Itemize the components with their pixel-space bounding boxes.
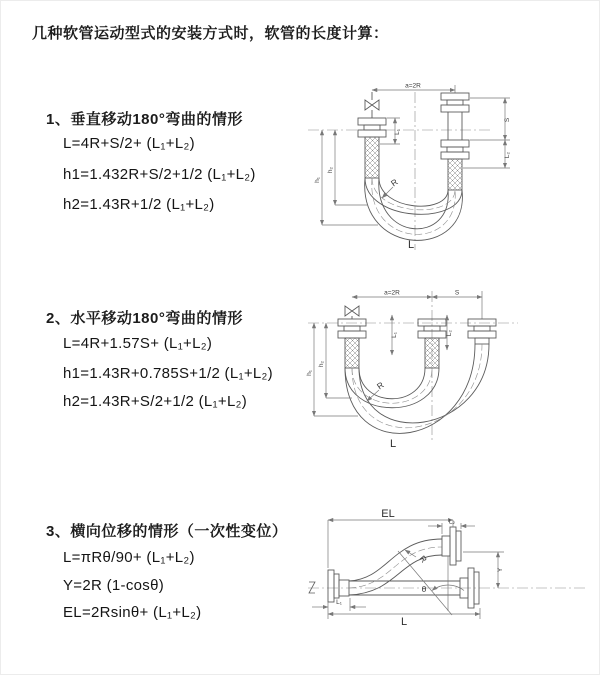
dim-end-left-label: L₁: [336, 599, 342, 606]
dim-width-label: a=2R: [384, 289, 400, 297]
dim-travel-label: S: [454, 289, 460, 297]
valve-icon: [345, 306, 359, 319]
diagram-lateral-displacement: [300, 503, 595, 663]
dim-h1-label: h₁: [314, 177, 321, 183]
dim-h2-label: h₂: [318, 360, 325, 368]
dim-width: [352, 291, 482, 319]
top-right-flange: [442, 527, 461, 565]
left-pipe-flange: [338, 319, 366, 338]
dim-end-mid-label: L₂: [446, 329, 453, 337]
dim-travel-label: S: [504, 117, 511, 123]
section-3-formula-Y: Y=2R (1-cosθ): [63, 577, 165, 594]
length-label: L: [407, 239, 415, 251]
radius-label: R: [374, 379, 386, 392]
hose-centerlines: [352, 344, 482, 428]
radius-label: R: [388, 176, 400, 189]
dim-end-left-label: L₁: [391, 332, 398, 338]
dim-el: [328, 520, 453, 568]
section-2-formula-h2: h2=1.43R+S/2+1/2 (L₁+L₂): [63, 393, 248, 410]
section-1-formula-L: L=4R+S/2+ (L₁+L₂): [63, 135, 195, 152]
section-2-formula-L: L=4R+1.57S+ (L₁+L₂): [63, 335, 213, 352]
left-flange: [328, 570, 349, 602]
dim-h2-label: h₂: [327, 166, 334, 174]
section-1-heading: 1、垂直移动180°弯曲的情形: [46, 111, 243, 128]
left-pipe-braid: [345, 338, 359, 368]
diagram-vertical-180-bend: [300, 78, 595, 260]
right-pipe-braid: [448, 159, 462, 190]
section-1-formula-h1: h1=1.432R+S/2+1/2 (L₁+L₂): [63, 166, 256, 183]
dim-h2: [335, 130, 368, 205]
page-title: 几种软管运动型式的安装方式时，软管的长度计算：: [32, 25, 389, 42]
diagram-horizontal-180-bend: [300, 283, 595, 455]
right-pipe-flange-top: [441, 93, 469, 112]
left-pipe-braid: [365, 137, 379, 178]
section-3-formula-L: L=πRθ/90+ (L₁+L₂): [63, 549, 195, 566]
angle-label: θ: [421, 584, 427, 594]
angle-construction: [398, 551, 464, 615]
section-2-heading: 2、水平移动180°弯曲的情形: [46, 310, 243, 327]
radius-leader: [382, 187, 393, 198]
centerline-mark-icon: [309, 582, 315, 593]
hose-centerline: [349, 547, 442, 588]
dim-travel: [463, 98, 510, 168]
section-3-heading: 3、横向位移的情形（一次性变位）: [46, 523, 288, 540]
middle-pipe-braid: [425, 338, 439, 368]
dim-offset-label: Y: [497, 567, 504, 573]
left-pipe-flange: [358, 118, 386, 137]
right-pipe-flange-lower: [441, 140, 469, 159]
radius-leader: [405, 550, 416, 557]
length-label: L: [389, 438, 397, 450]
section-3-formula-EL: EL=2Rsinθ+ (L₁+L₂): [63, 604, 202, 621]
section-2-formula-h1: h1=1.43R+0.785S+1/2 (L₁+L₂): [63, 365, 273, 382]
dim-length-label: L: [400, 616, 408, 628]
dim-el-label: EL: [381, 508, 395, 520]
section-1-formula-h2: h2=1.43R+1/2 (L₁+L₂): [63, 196, 215, 213]
hose-curves: [345, 344, 489, 433]
radius-label: R: [417, 553, 430, 565]
dim-end-bottom-label: L₂: [504, 151, 511, 159]
dim-end-top-label: L₁: [394, 129, 401, 135]
right-pipe-tube: [448, 112, 462, 140]
dim-h1-label: h₁: [306, 370, 313, 376]
valve-icon: [365, 92, 379, 118]
dim-end-top-label: L₂: [448, 518, 456, 526]
dim-width-label: a=2R: [405, 82, 421, 90]
